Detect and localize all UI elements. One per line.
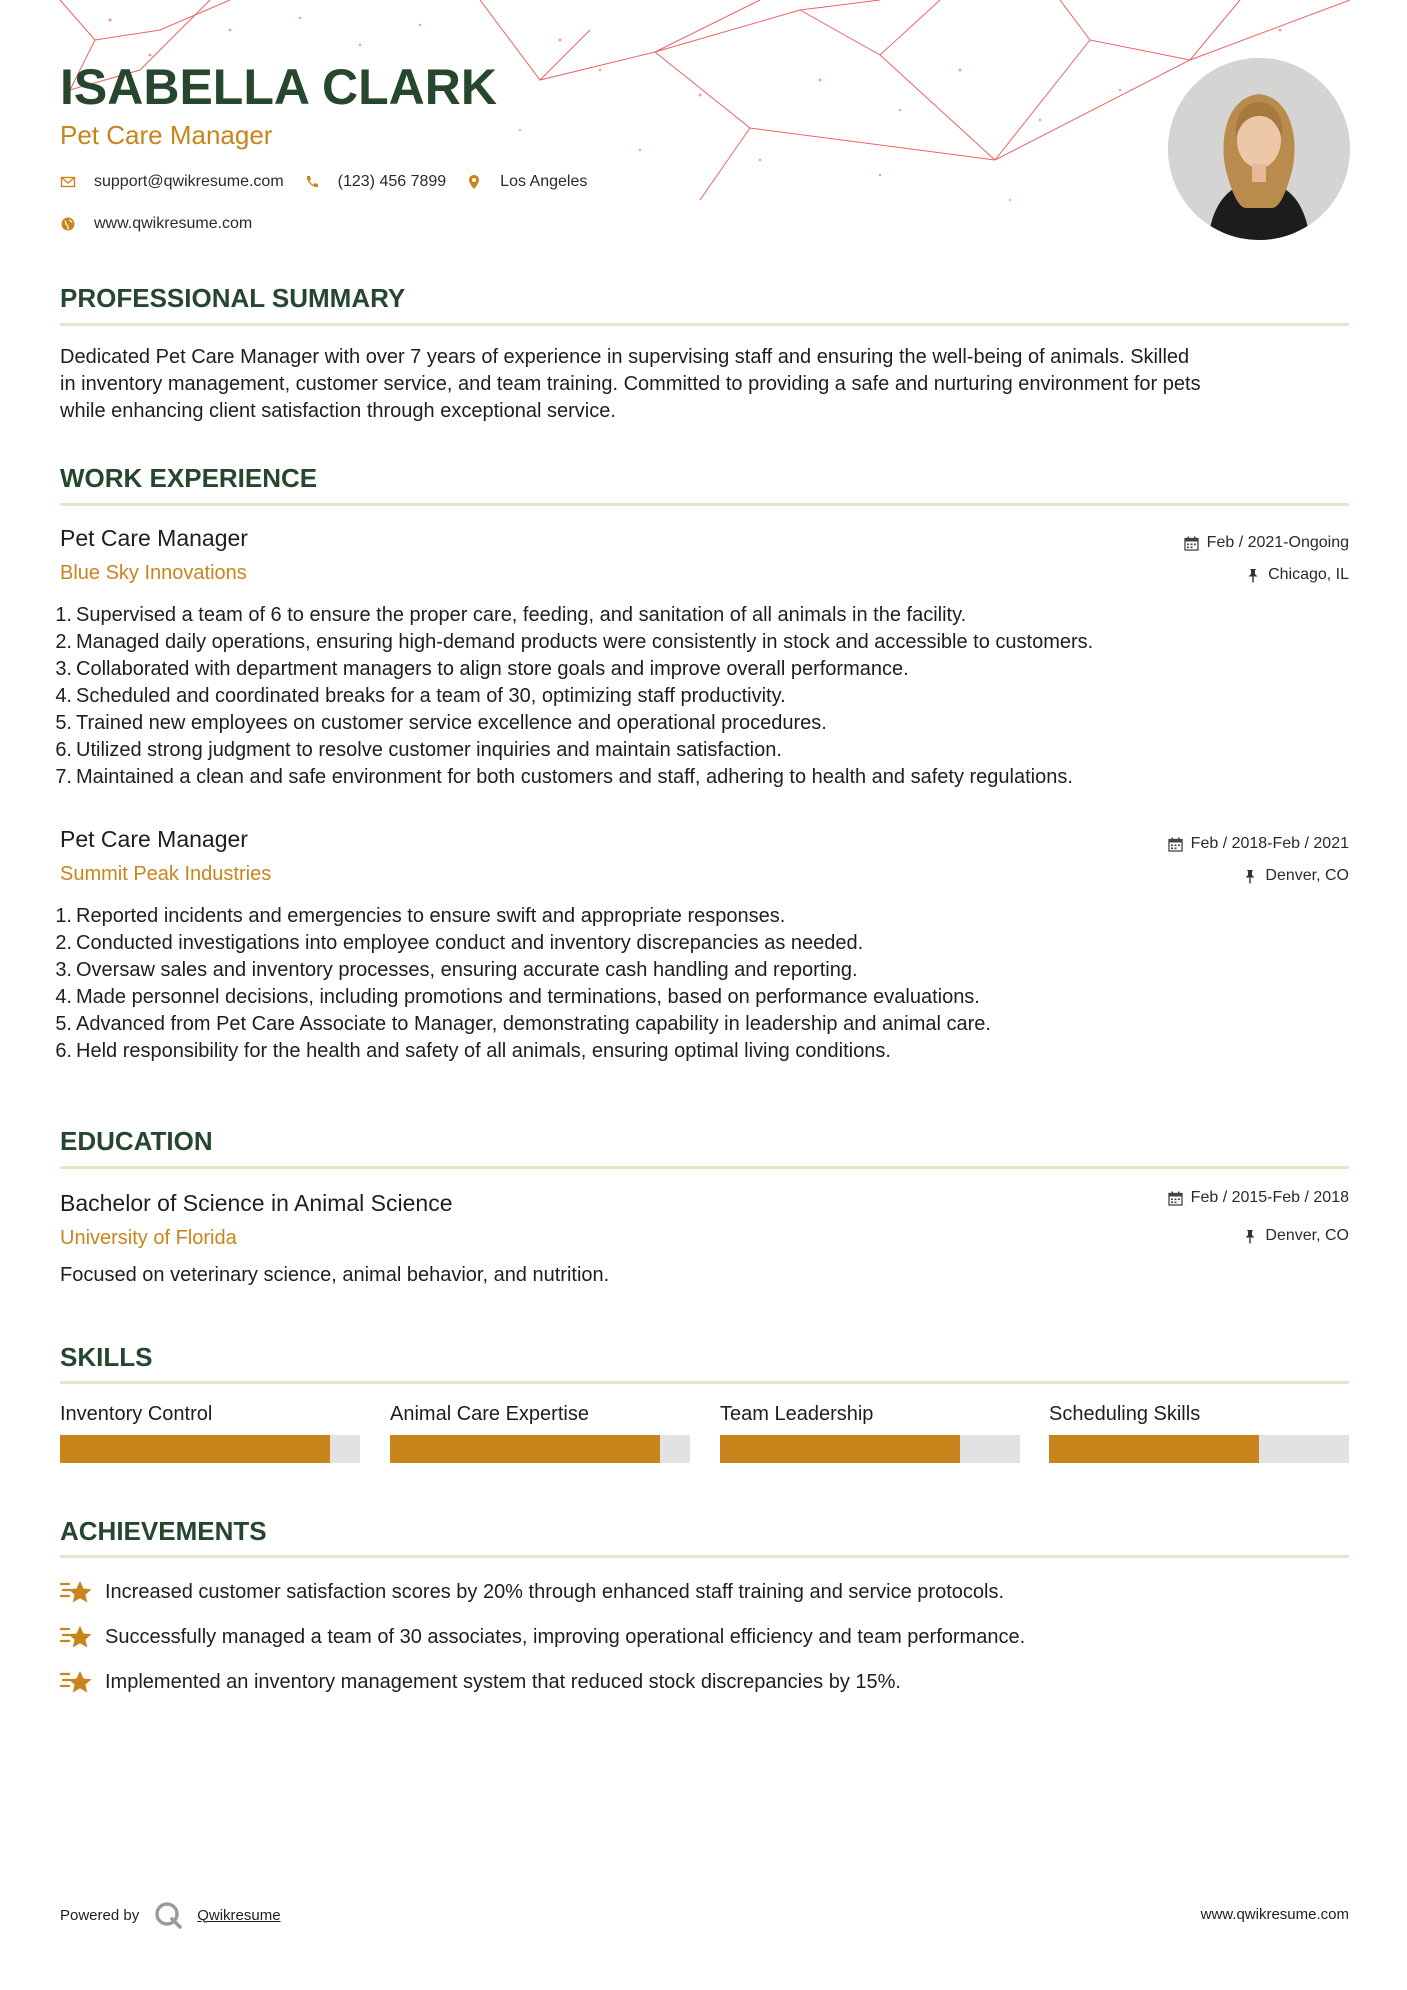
- location-contact: [466, 173, 587, 191]
- qwikresume-link[interactable]: Qwikresume: [197, 1906, 281, 1924]
- job-bullet-list: [55, 903, 991, 1065]
- location-text: Denver, CO: [1265, 1227, 1349, 1244]
- experience-heading: WORK EXPERIENCE: [60, 463, 318, 493]
- list-item: 3. Collaborated with department managers to align store goals and improve overall performance.: [55, 658, 909, 680]
- list-item: 3. Oversaw sales and inventory processes, ensuring accurate cash handling and reporting.: [55, 959, 858, 981]
- globe-icon: [60, 216, 76, 232]
- list-item: 2. Conducted investigations into employee conduct and inventory discrepancies as needed.: [55, 932, 864, 954]
- job-title: Pet Care Manager: [60, 826, 248, 852]
- company-name: Blue Sky Innovations: [60, 562, 247, 584]
- company-name: Summit Peak Industries: [60, 863, 272, 885]
- bullet-text: Utilized strong judgment to resolve customer inquiries and maintain satisfaction.: [76, 739, 782, 761]
- calendar-icon: [1168, 1191, 1183, 1206]
- skill-bar-track: [1049, 1435, 1349, 1463]
- bullet-text: Supervised a team of 6 to ensure the proper care, feeding, and sanitation of all animals in the facility.: [76, 604, 967, 626]
- list-item: 5. Advanced from Pet Care Associate to Manager, demonstrating capability in leadership and animal care.: [55, 1013, 991, 1035]
- skill-bar-track: [390, 1435, 690, 1463]
- email-text: support@qwikresume.com: [94, 173, 284, 190]
- bullet-text: Made personnel decisions, including promotions and terminations, based on performance evaluations.: [76, 986, 980, 1008]
- phone-icon: [304, 174, 320, 190]
- bullet-text: Scheduled and coordinated breaks for a team of 30, optimizing staff productivity.: [76, 685, 786, 707]
- achievement-item: [60, 1623, 1025, 1651]
- section-divider: [60, 323, 1349, 326]
- list-item: 1. Reported incidents and emergencies to ensure swift and appropriate responses.: [55, 905, 786, 927]
- skill-bar-track: [60, 1435, 360, 1463]
- star-badge-icon: [60, 1623, 93, 1651]
- bullet-text: Conducted investigations into employee conduct and inventory discrepancies as needed.: [76, 932, 864, 954]
- star-badge-icon: [60, 1578, 93, 1606]
- section-divider: [60, 1381, 1349, 1384]
- bullet-text: Reported incidents and emergencies to ensure swift and appropriate responses.: [76, 905, 786, 927]
- contact-row: [60, 173, 607, 191]
- skill-bar-fill: [390, 1435, 660, 1463]
- summary-line: in inventory management, customer service, and team training. Committed to providing a safe and nurturing environment for pets: [60, 373, 1201, 395]
- job-dates: [1184, 534, 1349, 552]
- education-description: Focused on veterinary science, animal behavior, and nutrition.: [60, 1264, 610, 1286]
- achievement-text: Increased customer satisfaction scores by 20% through enhanced staff training and service protocols.: [105, 1580, 1005, 1603]
- job-location: [1246, 566, 1349, 584]
- section-divider: [60, 1555, 1349, 1558]
- pushpin-icon: [1246, 568, 1260, 583]
- website-contact[interactable]: [60, 215, 252, 233]
- location-text: Los Angeles: [500, 173, 588, 190]
- summary-line: while enhancing client satisfaction through exceptional service.: [60, 400, 616, 422]
- skill-name: Scheduling Skills: [1049, 1403, 1201, 1425]
- education-location: [1243, 1227, 1349, 1245]
- job-bullet-list: [55, 602, 1094, 791]
- achievement-text: Successfully managed a team of 30 associates, improving operational efficiency and team performance.: [105, 1625, 1026, 1648]
- skill-name: Inventory Control: [60, 1403, 213, 1425]
- achievement-text: Implemented an inventory management system that reduced stock discrepancies by 15%.: [105, 1670, 901, 1693]
- skill-bar-fill: [60, 1435, 330, 1463]
- email-contact[interactable]: [60, 173, 284, 191]
- envelope-icon: [60, 174, 76, 190]
- bullet-text: Managed daily operations, ensuring high-demand products were consistently in stock and accessible to customers.: [76, 631, 1094, 653]
- achievements-heading: ACHIEVEMENTS: [60, 1516, 267, 1546]
- pushpin-icon: [1243, 1229, 1257, 1244]
- list-item: 6. Utilized strong judgment to resolve customer inquiries and maintain satisfaction.: [55, 739, 782, 761]
- footer-powered-by: [60, 1900, 281, 1930]
- job-dates: [1168, 835, 1349, 853]
- powered-by-label: Powered by: [60, 1906, 140, 1924]
- phone-contact[interactable]: [304, 173, 447, 191]
- footer-website[interactable]: www.qwikresume.com: [1200, 1906, 1349, 1923]
- skill-bar-track: [720, 1435, 1020, 1463]
- skill-item: [1049, 1403, 1349, 1433]
- dates-text: Feb / 2018-Feb / 2021: [1190, 835, 1349, 852]
- degree-title: Bachelor of Science in Animal Science: [60, 1190, 453, 1216]
- skill-item: [390, 1403, 690, 1433]
- location-text: Chicago, IL: [1268, 566, 1349, 583]
- summary-line: Dedicated Pet Care Manager with over 7 years of experience in supervising staff and ensuring the well-being of animals. Skilled: [60, 346, 1190, 368]
- skill-name: Animal Care Expertise: [390, 1403, 589, 1425]
- education-dates: [1168, 1189, 1349, 1207]
- section-divider: [60, 503, 1349, 506]
- website-text: www.qwikresume.com: [94, 215, 253, 232]
- bullet-text: Advanced from Pet Care Associate to Manager, demonstrating capability in leadership and animal care.: [76, 1013, 991, 1035]
- location-text: Denver, CO: [1265, 867, 1349, 884]
- dates-text: Feb / 2021-Ongoing: [1206, 534, 1349, 551]
- list-item: 1. Supervised a team of 6 to ensure the proper care, feeding, and sanitation of all animals in the facility.: [55, 604, 967, 626]
- candidate-name: ISABELLA CLARK: [60, 59, 498, 115]
- education-heading: EDUCATION: [60, 1126, 213, 1156]
- bullet-text: Trained new employees on customer service excellence and operational procedures.: [76, 712, 827, 734]
- achievement-item: [60, 1668, 901, 1696]
- phone-text: (123) 456 7899: [337, 173, 447, 190]
- dates-text: Feb / 2015-Feb / 2018: [1190, 1189, 1349, 1206]
- achievement-item: [60, 1578, 1004, 1606]
- calendar-icon: [1168, 837, 1183, 852]
- pushpin-icon: [1243, 869, 1257, 884]
- profile-photo: [1168, 58, 1350, 240]
- skill-bar-fill: [720, 1435, 960, 1463]
- bullet-text: Oversaw sales and inventory processes, ensuring accurate cash handling and reporting.: [76, 959, 858, 981]
- star-badge-icon: [60, 1668, 93, 1696]
- summary-text: [60, 344, 1349, 425]
- bullet-text: Maintained a clean and safe environment for both customers and staff, adhering to health and safety regulations.: [76, 766, 1073, 788]
- list-item: 5. Trained new employees on customer service excellence and operational procedures.: [55, 712, 827, 734]
- job-location: [1243, 867, 1349, 885]
- list-item: 2. Managed daily operations, ensuring high-demand products were consistently in stock and accessible to customers.: [55, 631, 1094, 653]
- list-item: 6. Held responsibility for the health and safety of all animals, ensuring optimal living conditions.: [55, 1040, 891, 1062]
- section-divider: [60, 1166, 1349, 1169]
- qwikresume-logo-icon: [153, 1900, 183, 1930]
- candidate-role: Pet Care Manager: [60, 120, 273, 150]
- website-row: [60, 215, 272, 233]
- skill-bar-fill: [1049, 1435, 1259, 1463]
- calendar-icon: [1184, 536, 1199, 551]
- skill-name: Team Leadership: [720, 1403, 874, 1425]
- school-name: University of Florida: [60, 1227, 237, 1249]
- job-title: Pet Care Manager: [60, 525, 248, 551]
- skills-heading: SKILLS: [60, 1342, 153, 1372]
- bullet-text: Held responsibility for the health and safety of all animals, ensuring optimal living conditions.: [76, 1040, 891, 1062]
- map-pin-icon: [466, 174, 482, 190]
- skill-item: [60, 1403, 360, 1433]
- list-item: 4. Scheduled and coordinated breaks for a team of 30, optimizing staff productivity.: [55, 685, 786, 707]
- bullet-text: Collaborated with department managers to align store goals and improve overall performance.: [76, 658, 909, 680]
- summary-heading: PROFESSIONAL SUMMARY: [60, 283, 406, 313]
- skill-item: [720, 1403, 1020, 1433]
- list-item: 4. Made personnel decisions, including promotions and terminations, based on performance evaluations.: [55, 986, 980, 1008]
- list-item: 7. Maintained a clean and safe environment for both customers and staff, adhering to health and safety regulations.: [55, 766, 1073, 788]
